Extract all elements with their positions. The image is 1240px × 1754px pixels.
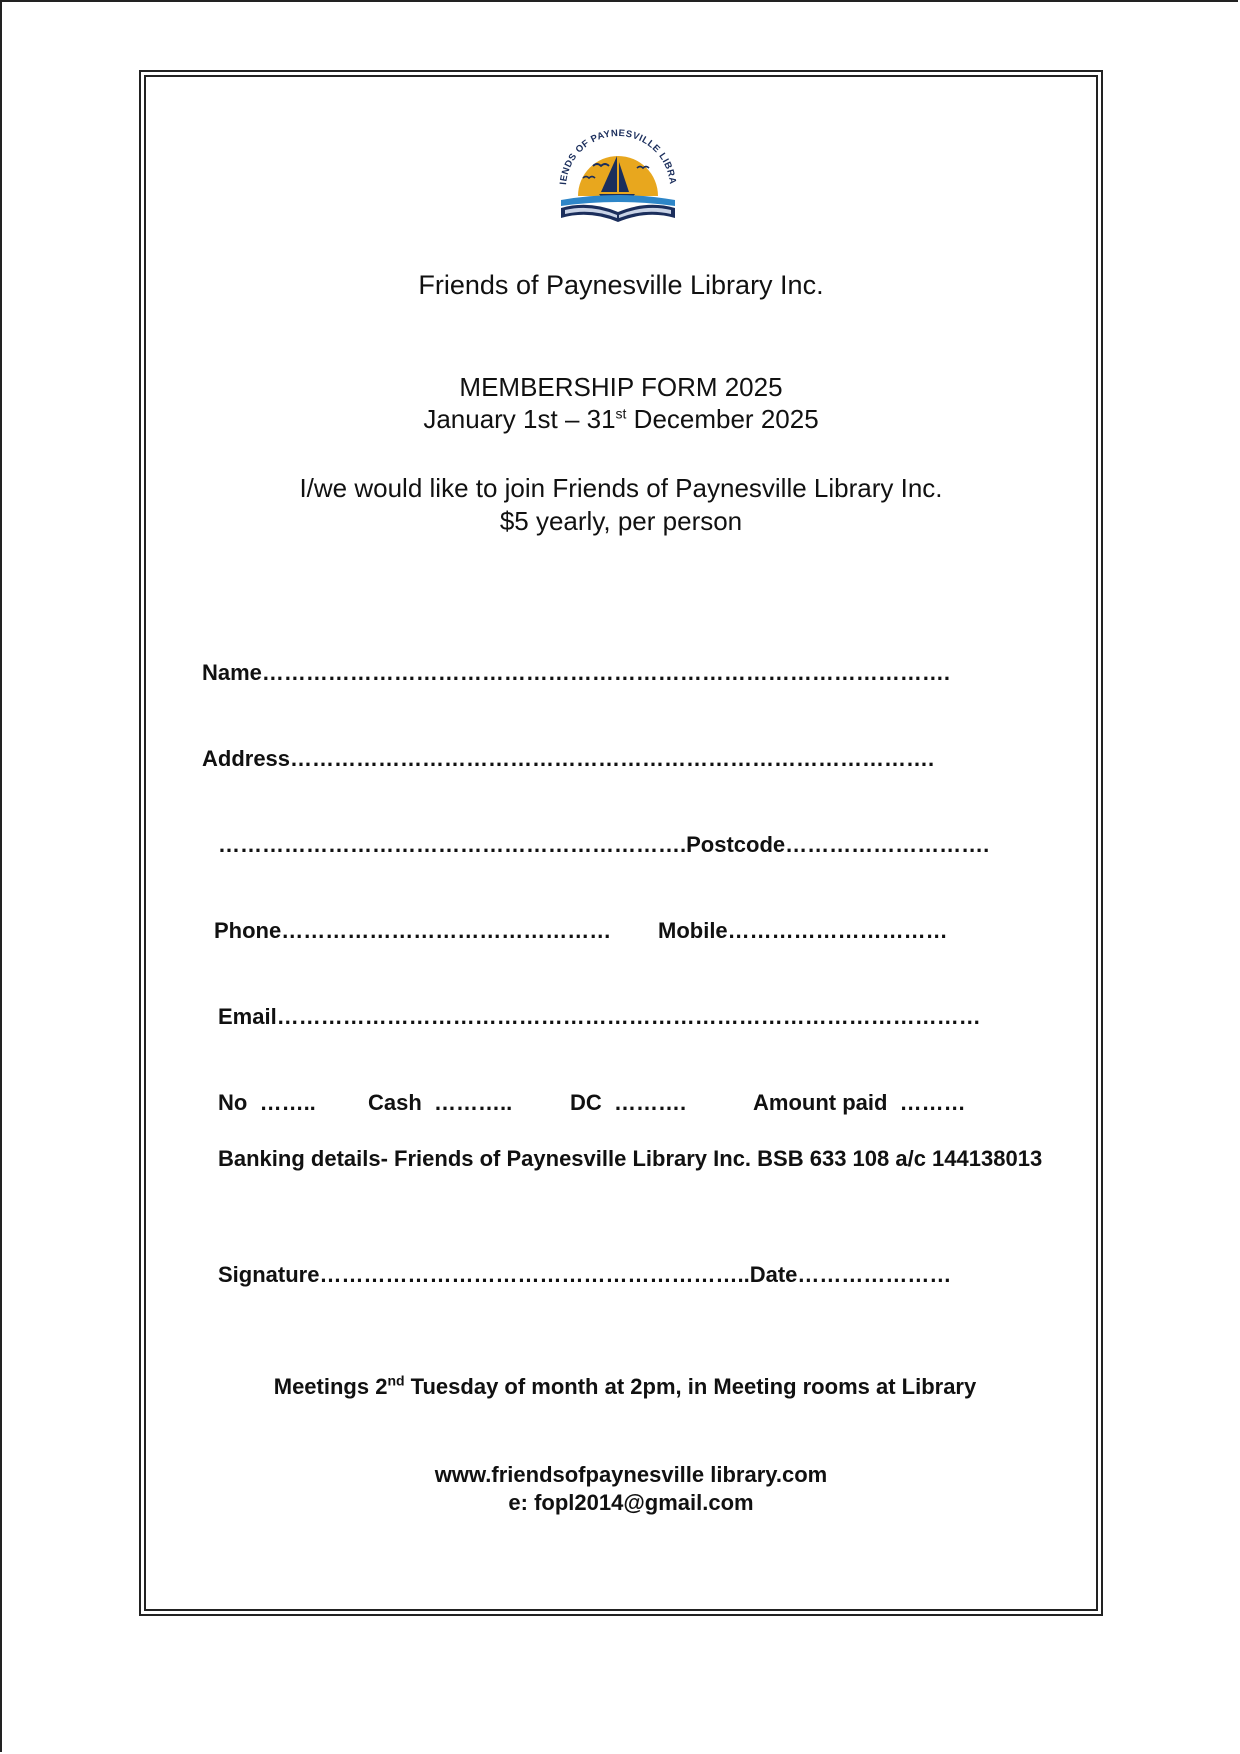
meetings-suffix: Tuesday of month at 2pm, in Meeting rooms at Library	[404, 1374, 977, 1399]
mobile-dots: …………………………	[727, 918, 948, 943]
logo-icon	[553, 126, 683, 236]
dates-end: December 2025	[626, 404, 819, 434]
mobile-field[interactable]	[658, 918, 948, 944]
dates-superscript: st	[615, 405, 627, 422]
mobile-label: Mobile	[658, 918, 728, 943]
address-dots: …………………………………………………………………………….	[290, 746, 935, 771]
dc-field[interactable]	[570, 1090, 686, 1116]
name-dots: ………………………………………………………………………………….	[261, 660, 951, 685]
date-label: Date	[749, 1262, 798, 1287]
email-label: Email	[218, 1004, 277, 1029]
amount-paid-field[interactable]	[753, 1090, 966, 1116]
signature-label: Signature	[218, 1262, 320, 1287]
no-label: No	[218, 1090, 248, 1115]
dates-start: January 1st – 31	[423, 404, 616, 434]
membership-fee: $5 yearly, per person	[499, 506, 743, 536]
address-line-2-dots: ……………………………………………………….	[218, 832, 687, 857]
organization-title: Friends of Paynesville Library Inc.	[418, 270, 824, 300]
no-field[interactable]	[218, 1090, 316, 1116]
logo-ring-text: IENDS OF PAYNESVILLE LIBRA	[558, 127, 678, 186]
phone-label: Phone	[214, 918, 282, 943]
address-field[interactable]	[202, 746, 934, 772]
name-label: Name	[202, 660, 262, 685]
address-line-2-field[interactable]	[218, 832, 989, 858]
phone-field[interactable]	[214, 918, 611, 944]
form-title: MEMBERSHIP FORM 2025	[459, 372, 783, 402]
phone-dots: ………………………………………	[281, 918, 612, 943]
postcode-dots: ……………………….	[785, 832, 990, 857]
dc-dots: ……….	[614, 1090, 687, 1115]
amount-paid-dots: ………	[899, 1090, 966, 1115]
dc-label: DC	[570, 1090, 602, 1115]
library-logo	[553, 126, 683, 236]
signature-field[interactable]	[218, 1262, 951, 1288]
postcode-label: Postcode	[686, 832, 786, 857]
cash-dots: ………..	[434, 1090, 513, 1115]
name-field[interactable]	[202, 660, 950, 686]
date-dots: …………………	[797, 1262, 952, 1287]
meetings-prefix: Meetings 2	[273, 1374, 388, 1399]
amount-paid-label: Amount paid	[753, 1090, 888, 1115]
cash-field[interactable]	[368, 1090, 512, 1116]
meetings-info	[148, 1374, 1102, 1400]
website-link[interactable]: www.friendsofpaynesville library.com	[434, 1462, 828, 1487]
email-dots: ……………………………………………………………………………………	[276, 1004, 981, 1029]
cash-label: Cash	[368, 1090, 422, 1115]
address-label: Address	[202, 746, 291, 771]
email-field[interactable]	[218, 1004, 981, 1030]
join-statement: I/we would like to join Friends of Paynesville Library Inc.	[299, 473, 943, 503]
signature-dots: …………………………………………………..	[319, 1262, 750, 1287]
banking-details: Banking details- Friends of Paynesville Library Inc. BSB 633 108 a/c 144138013	[218, 1146, 1043, 1171]
membership-period	[144, 404, 1098, 435]
contact-email[interactable]: e: fopl2014@gmail.com	[508, 1490, 754, 1515]
meetings-superscript: nd	[387, 1372, 405, 1389]
no-dots: ……..	[259, 1090, 316, 1115]
